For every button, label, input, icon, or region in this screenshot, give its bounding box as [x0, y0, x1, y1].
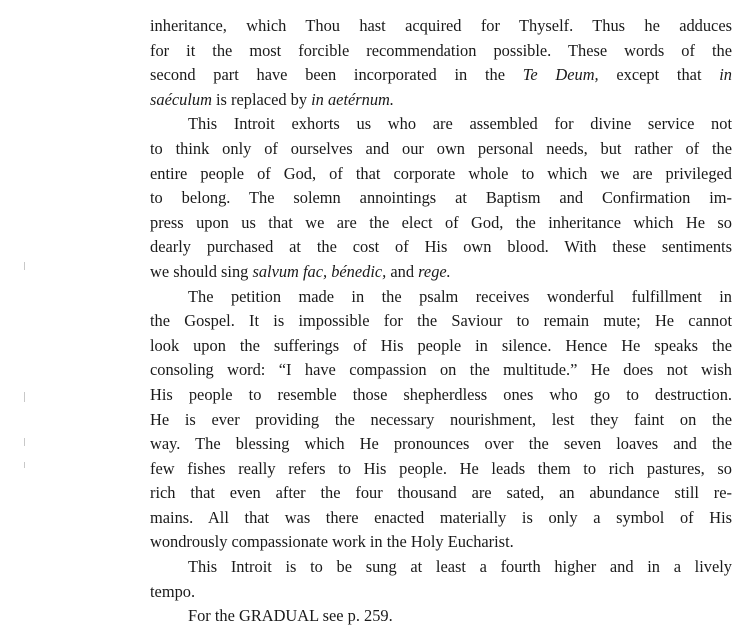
text-line: consoling word: “I have compassion on the multitude.” He does not wish	[150, 360, 732, 380]
text-line: press upon us that we are the elect of God, the inheritance which He so	[150, 212, 732, 232]
text-line: dearly purchased at the cost of His own blood. With these sentiments	[150, 237, 732, 257]
italic-phrase: salvum fac, bénedic,	[252, 261, 387, 281]
italic-phrase: Te Deum,	[522, 65, 599, 85]
margin-tick	[24, 392, 25, 402]
text-line: wondrously compassionate work in the Holy Eucharist.	[150, 532, 514, 552]
text-line: He is ever providing the necessary nourishment, lest they faint on the	[150, 409, 732, 429]
italic-phrase: in	[719, 65, 732, 85]
text-line: The petition made in the psalm receives wonderful fulfillment in	[188, 286, 732, 306]
italic-phrase: in aetérnum.	[311, 89, 394, 109]
text-line: inheritance, which Thou hast acquired for Thyself. Thus he adduces	[150, 16, 732, 35]
text-line: we should sing salvum fac, bénedic, and rege.	[150, 261, 451, 281]
text-line: look upon the sufferings of His people in silence. Hence He speaks the	[150, 335, 732, 355]
paragraph	[150, 112, 732, 284]
text-line: for it the most forcible recommendation possible. These words of the	[150, 40, 732, 60]
text-line: His people to resemble those shepherdless ones who go to destruction.	[150, 384, 732, 404]
text-line: to belong. The solemn annointings at Baptism and Confirmation im-	[150, 188, 732, 208]
paragraph	[150, 604, 732, 629]
text-line: second part have been incorporated in the Te Deum, except that in	[150, 65, 732, 85]
paragraph	[150, 14, 732, 112]
text-line: For the GRADUAL see p. 259.	[188, 606, 393, 626]
text-line: way. The blessing which He pronounces over the seven loaves and the	[150, 434, 732, 454]
italic-phrase: saéculum	[150, 89, 212, 109]
paragraph	[150, 555, 732, 604]
text-line: the Gospel. It is impossible for the Saviour to remain mute; He cannot	[150, 311, 732, 331]
margin-tick	[24, 462, 25, 468]
margin-tick	[24, 262, 25, 270]
text-line: This Introit is to be sung at least a fourth higher and in a lively	[188, 557, 732, 577]
text-line: This Introit exhorts us who are assembled for divine service not	[188, 114, 732, 134]
text-line: saéculum is replaced by in aetérnum.	[150, 89, 394, 109]
text-line: rich that even after the four thousand are sated, an abundance still re-	[150, 483, 732, 503]
text-line: mains. All that was there enacted materially is only a symbol of His	[150, 507, 732, 527]
text-line: few fishes really refers to His people. He leads them to rich pastures, so	[150, 458, 732, 478]
text-line: tempo.	[150, 581, 196, 601]
text-line: to think only of ourselves and our own personal needs, but rather of the	[150, 138, 732, 158]
margin-tick	[24, 438, 25, 446]
text-line: entire people of God, of that corporate whole to which we are privileged	[150, 163, 732, 183]
document-page	[150, 14, 732, 629]
paragraph	[150, 285, 732, 556]
italic-phrase: rege.	[418, 261, 451, 281]
